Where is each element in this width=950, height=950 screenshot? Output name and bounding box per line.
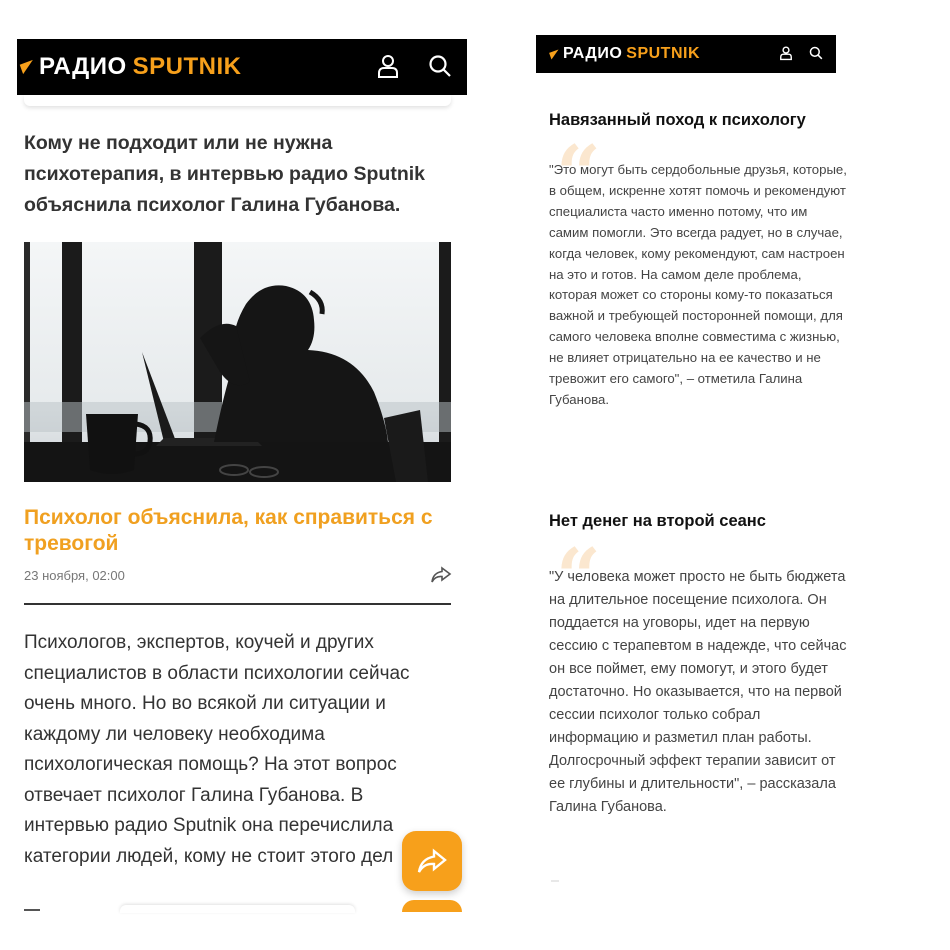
article-body: Психологов, экспертов, коучей и других специалистов в области психологии сейчас очень много. Но во всякой ли ситуации и каждому ли человеку необходима психологическая помощь? На этот вопрос отвечает психолог Галина Губанова. В интервью радио Sputnik она перечислила категории людей, кому не стоит этого дел: [24, 632, 410, 867]
quote-text: "Это могут быть сердобольные друзья, которые, в общем, искренне хотят помочь и рекомендуют специалиста часто именно потому, что им самим помогли. Это всегда радует, но в случае, когда человек, кому рекомендуют, сам настроен на это и готов. На самом деле проблема, которая может со стороны кому-то показаться важной и требующей посторонней помощи, для самого человека вполне совместима с жизнью, не влияет отрицательно на ее качество и не тревожит его самого", – отметила Галина Губанова.: [549, 162, 847, 407]
section-heading: Нет денег на второй сеанс: [549, 512, 766, 530]
related-article-date: 23 ноября, 02:00: [24, 568, 125, 583]
menu-icon[interactable]: [24, 909, 40, 911]
site-logo[interactable]: [21, 53, 241, 81]
site-header: [17, 39, 467, 95]
secondary-fab-button[interactable]: [402, 900, 462, 912]
card-divider: [24, 603, 451, 605]
site-header-compact: [536, 35, 836, 73]
section-heading: Навязанный поход к психологу: [549, 111, 806, 129]
logo-sputnik-text: SPUTNIK: [626, 45, 700, 62]
logo-mark-icon: [549, 49, 561, 59]
search-icon[interactable]: [806, 43, 826, 63]
header-shadow-bar: [24, 95, 451, 106]
related-article-title[interactable]: Психолог объяснила, как справиться с тревогой: [24, 506, 433, 555]
search-icon[interactable]: [425, 51, 455, 81]
share-icon: [416, 847, 448, 875]
article-lead: Кому не подходит или не нужна психотерапия, в интервью радио Sputnik объяснила психолог Галина Губанова.: [24, 132, 425, 216]
quote-mark-icon: “: [556, 532, 601, 623]
quote-text: "У человека может просто не быть бюджета на длительное посещение психолога. Он поддается на уговоры, идет на первую сессию с терапевтом в надежде, что сейчас он все поймет, ему помогут, и этого будет достаточно. Но оказывается, что на первой сессии психолог только собрал информацию и разметил план работы. Долгосрочный эффект терапии зависит от ее глубины и длительности", – рассказала Галина Губанова.: [549, 569, 847, 815]
article-photo[interactable]: [24, 242, 451, 482]
logo-radio-text: РАДИО: [563, 45, 623, 62]
logo-sputnik-text: SPUTNIK: [132, 53, 242, 80]
logo-radio-text: РАДИО: [39, 53, 127, 80]
site-logo-compact[interactable]: [540, 45, 700, 63]
bottom-toolbar: [120, 905, 355, 913]
user-icon[interactable]: [776, 43, 796, 63]
user-icon[interactable]: [373, 51, 403, 81]
share-fab-button[interactable]: [402, 831, 462, 891]
share-icon[interactable]: [430, 565, 452, 585]
logo-mark-icon: [20, 60, 37, 74]
divider: [551, 880, 559, 882]
quote-mark-icon: “: [556, 129, 601, 220]
